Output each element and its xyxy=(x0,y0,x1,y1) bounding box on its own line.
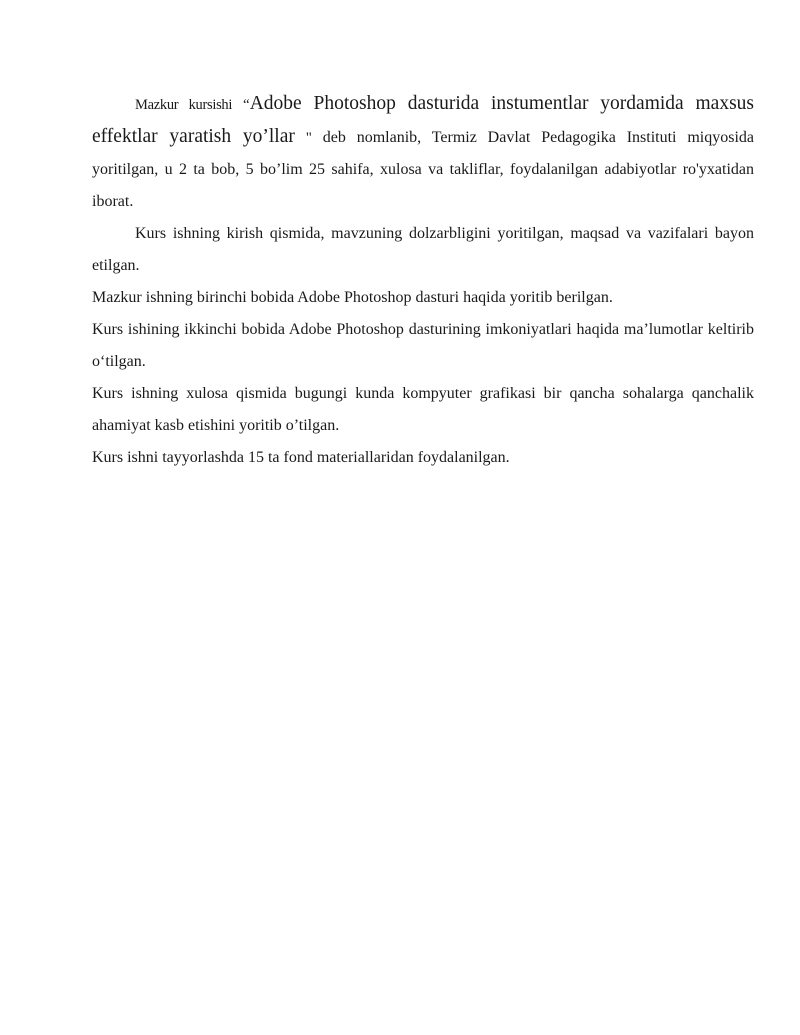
paragraph-conclusion: Kurs ishning xulosa qismida bugungi kunda kompyuter grafikasi bir qancha sohalarga qanchalik ahamiyat kasb etishini yoritib o’tilgan. xyxy=(92,385,754,434)
intro-lead-text: Mazkur kursishi xyxy=(135,97,233,113)
intro-rest-text: deb nomlanib, Termiz Davlat Pedagogika Instituti miqyosida yoritilgan, u 2 ta bob, 5 bo’lim 25 sahifa, xulosa va takliflar, foydalanilgan adabiyotlar ro'yxatidan iborat. xyxy=(92,129,755,210)
intro-paragraph xyxy=(92,88,754,218)
paragraph-intro-section: Kurs ishning kirish qismida, mavzuning dolzarbligini yoritilgan, maqsad va vazifalari bayon etilgan. xyxy=(92,225,754,274)
intro-title-text: Adobe Photoshop dasturida instumentlar yordamida maxsus effektlar yaratish yo’llar xyxy=(92,93,755,147)
paragraph-sources: Kurs ishni tayyorlashda 15 ta fond materiallaridan foydalanilgan. xyxy=(92,449,510,466)
intro-quote-open: “ xyxy=(243,97,250,113)
paragraph-chapter-two: Kurs ishining ikkinchi bobida Adobe Photoshop dasturining imkoniyatlari haqida ma’lumotlar keltirib o‘tilgan. xyxy=(92,321,754,370)
paragraph-chapter-one: Mazkur ishning birinchi bobida Adobe Photoshop dasturi haqida yoritib berilgan. xyxy=(92,289,613,306)
intro-quote-close: " xyxy=(305,130,312,146)
document-page xyxy=(92,88,754,474)
